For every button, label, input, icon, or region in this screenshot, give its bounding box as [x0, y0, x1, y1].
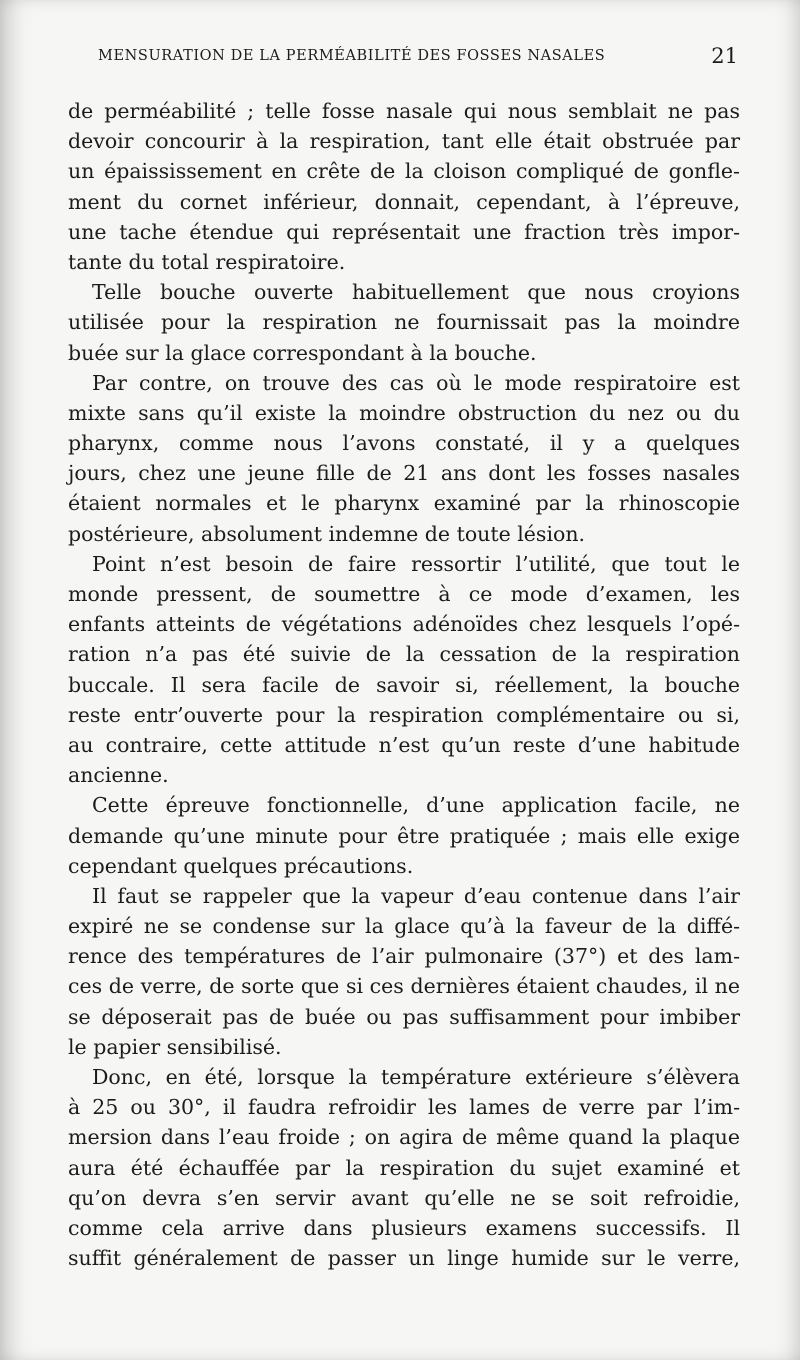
text-line: devoir concourir à la respiration, tant elle était obstruée par [68, 129, 740, 154]
text-line: enfants atteints de végétations adénoïdes chez lesquels l’opé- [68, 612, 740, 637]
text-line: au contraire, cette attitude n’est qu’un reste d’une habitude [68, 732, 740, 757]
running-title: MENSURATION DE LA PERMÉABILITÉ DES FOSSES NASALES [98, 48, 606, 64]
text-line: Point n’est besoin de faire ressortir l’utilité, que tout le [92, 551, 740, 576]
text-line: se déposerait pas de buée ou pas suffisamment pour imbiber [68, 1004, 740, 1029]
text-line: Donc, en été, lorsque la température extérieure s’élèvera [92, 1065, 740, 1089]
text-line: cependant quelques précautions. [68, 853, 414, 878]
text-line: ration n’a pas été suivie de la cessation de la respiration [68, 642, 740, 667]
text-line: reste entr’ouverte pour la respiration complémentaire ou si, [68, 702, 740, 727]
text-line: suffit généralement de passer un linge humide sur le verre, [68, 1246, 740, 1271]
text-line: comme cela arrive dans plusieurs examens successifs. Il [68, 1215, 740, 1240]
text-line: expiré ne se condense sur la glace qu’à la faveur de la diffé- [68, 914, 740, 939]
text-line: buée sur la glace correspondant à la bouche. [68, 340, 537, 365]
page-header [98, 46, 738, 72]
text-line: ancienne. [68, 763, 169, 788]
text-line: mersion dans l’eau froide ; on agira de même quand la plaque [68, 1125, 740, 1150]
text-line: une tache étendue qui représentait une fraction très impor- [68, 219, 740, 244]
text-line: aura été échauffée par la respiration du sujet examiné et [68, 1155, 740, 1180]
text-line: mixte sans qu’il existe la moindre obstruction du nez ou du [68, 400, 740, 425]
text-line: étaient normales et le pharynx examiné par la rhinoscopie [68, 491, 740, 516]
text-line: à 25 ou 30°, il faudra refroidir les lames de verre par l’im- [68, 1095, 740, 1120]
text-line: de perméabilité ; telle fosse nasale qui nous semblait ne pas [68, 99, 740, 123]
text-line: Par contre, on trouve des cas où le mode respiratoire est [92, 370, 740, 395]
text-line: monde pressent, de soumettre à ce mode d’examen, les [68, 582, 740, 606]
text-line: jours, chez une jeune fille de 21 ans dont les fosses nasales [68, 461, 740, 486]
text-line: Cette épreuve fonctionnelle, d’une application facile, ne [92, 793, 740, 818]
text-line: tante du total respiratoire. [68, 249, 346, 274]
text-line: ment du cornet inférieur, donnait, cependant, à l’épreuve, [68, 189, 740, 214]
text-line: buccale. Il sera facile de savoir si, réellement, la bouche [68, 672, 740, 697]
page-number: 21 [711, 44, 738, 68]
text-line: rence des températures de l’air pulmonaire (37°) et des lam- [68, 944, 740, 969]
body-text [68, 96, 740, 1273]
text-line: ces de verre, de sorte que si ces dernières étaient chaudes, il ne [68, 974, 740, 999]
text-line: pharynx, comme nous l’avons constaté, il y a quelques [68, 431, 740, 456]
text-line: Telle bouche ouverte habituellement que nous croyions [92, 280, 740, 305]
text-line: Il faut se rappeler que la vapeur d’eau contenue dans l’air [92, 883, 740, 908]
text-line: postérieure, absolument indemne de toute lésion. [68, 521, 586, 546]
text-line: un épaississement en crête de la cloison compliqué de gonfle- [68, 159, 740, 184]
text-line: demande qu’une minute pour être pratiquée ; mais elle exige [68, 823, 740, 848]
text-line: utilisée pour la respiration ne fournissait pas la moindre [68, 310, 740, 335]
text-line: qu’on devra s’en servir avant qu’elle ne se soit refroidie, [68, 1185, 740, 1210]
text-line: le papier sensibilisé. [68, 1034, 282, 1059]
